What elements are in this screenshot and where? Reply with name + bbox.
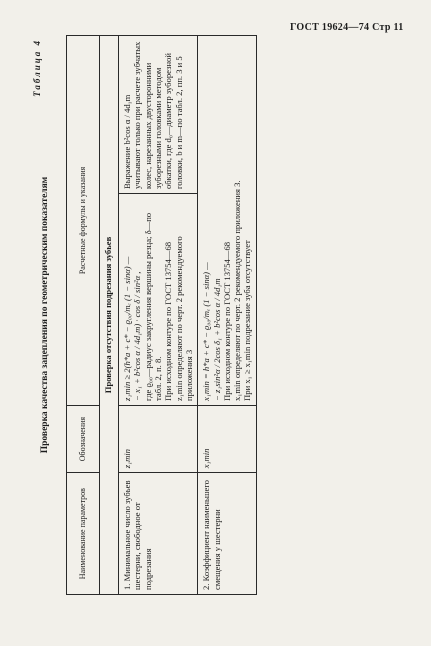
formula-line: x₁min = h*a + c* − ϱ₀₀/mₑ (1 − sinα) — [201, 262, 212, 401]
formula-cell [198, 36, 257, 406]
table-label: Таблица 4 [32, 39, 42, 97]
param-symbol: x₁min [198, 405, 257, 472]
table-title: Проверка качества зацепления по геометрическим показателям [40, 176, 50, 454]
param-name: 2. Коэффициент наименьшего смещения у шестерни [198, 473, 257, 595]
formula-line: x₁min определяют по черт. 2 рекомендуемого приложения 3. [232, 180, 243, 401]
col-header-param: Наименование параметров [67, 473, 100, 595]
quality-table [66, 35, 257, 595]
rotated-page [32, 35, 370, 595]
page-header: ГОСТ 19624—74 Стр 11 [290, 22, 404, 33]
formula-cell [119, 194, 198, 406]
formula-line: При исходном контуре по ГОСТ 13754—68 [163, 241, 174, 401]
formula-line: При x₁ ≥ x₁min подрезание зуба отсутствует [242, 240, 253, 401]
formula-line: − z₁sin²α / 2cos δ₁ + b²cos α / 4d₁m [211, 278, 222, 401]
section-heading: Проверка отсутствия подрезания зубьев [100, 36, 119, 595]
col-header-symbol: Обозначения [67, 405, 100, 472]
note-line: учитывают только при расчете зубчатых колес, нарезанных двусторонними зуборезными головками методом обкатки, где d₀—диаметр зуборезной головки, b и m—по табл. 2, пп. 3 и 5 [132, 41, 184, 190]
param-symbol: z₁min [119, 405, 198, 472]
note-line: Выражение b²cos α / 4d₁m [122, 94, 132, 190]
table-row [198, 36, 257, 595]
table-row [119, 36, 198, 595]
formula-line: При исходном контуре по ГОСТ 13754—68 [221, 241, 232, 401]
notes-cell [119, 36, 198, 194]
formula-line: z₁min ≥ 2(h*a + c* − ϱ₀₀/mₑ (1 − sinα) — [122, 256, 132, 401]
col-header-formula: Расчетные формулы и указания [67, 36, 100, 406]
param-name: 1. Минимальное число зубьев шестерни, свободное от подрезания [119, 473, 198, 595]
formula-line: − x₁ + b²cos α / 4d₁m) · cos δ / sin²α , [132, 271, 143, 401]
formula-line: z₁min определяют по черт. 2 рекомендуемого приложения 3 [173, 236, 194, 401]
formula-line: где ϱ₀₀—радиус закругления вершины резца; δ—по табл. 2, п. 8. [142, 212, 163, 401]
